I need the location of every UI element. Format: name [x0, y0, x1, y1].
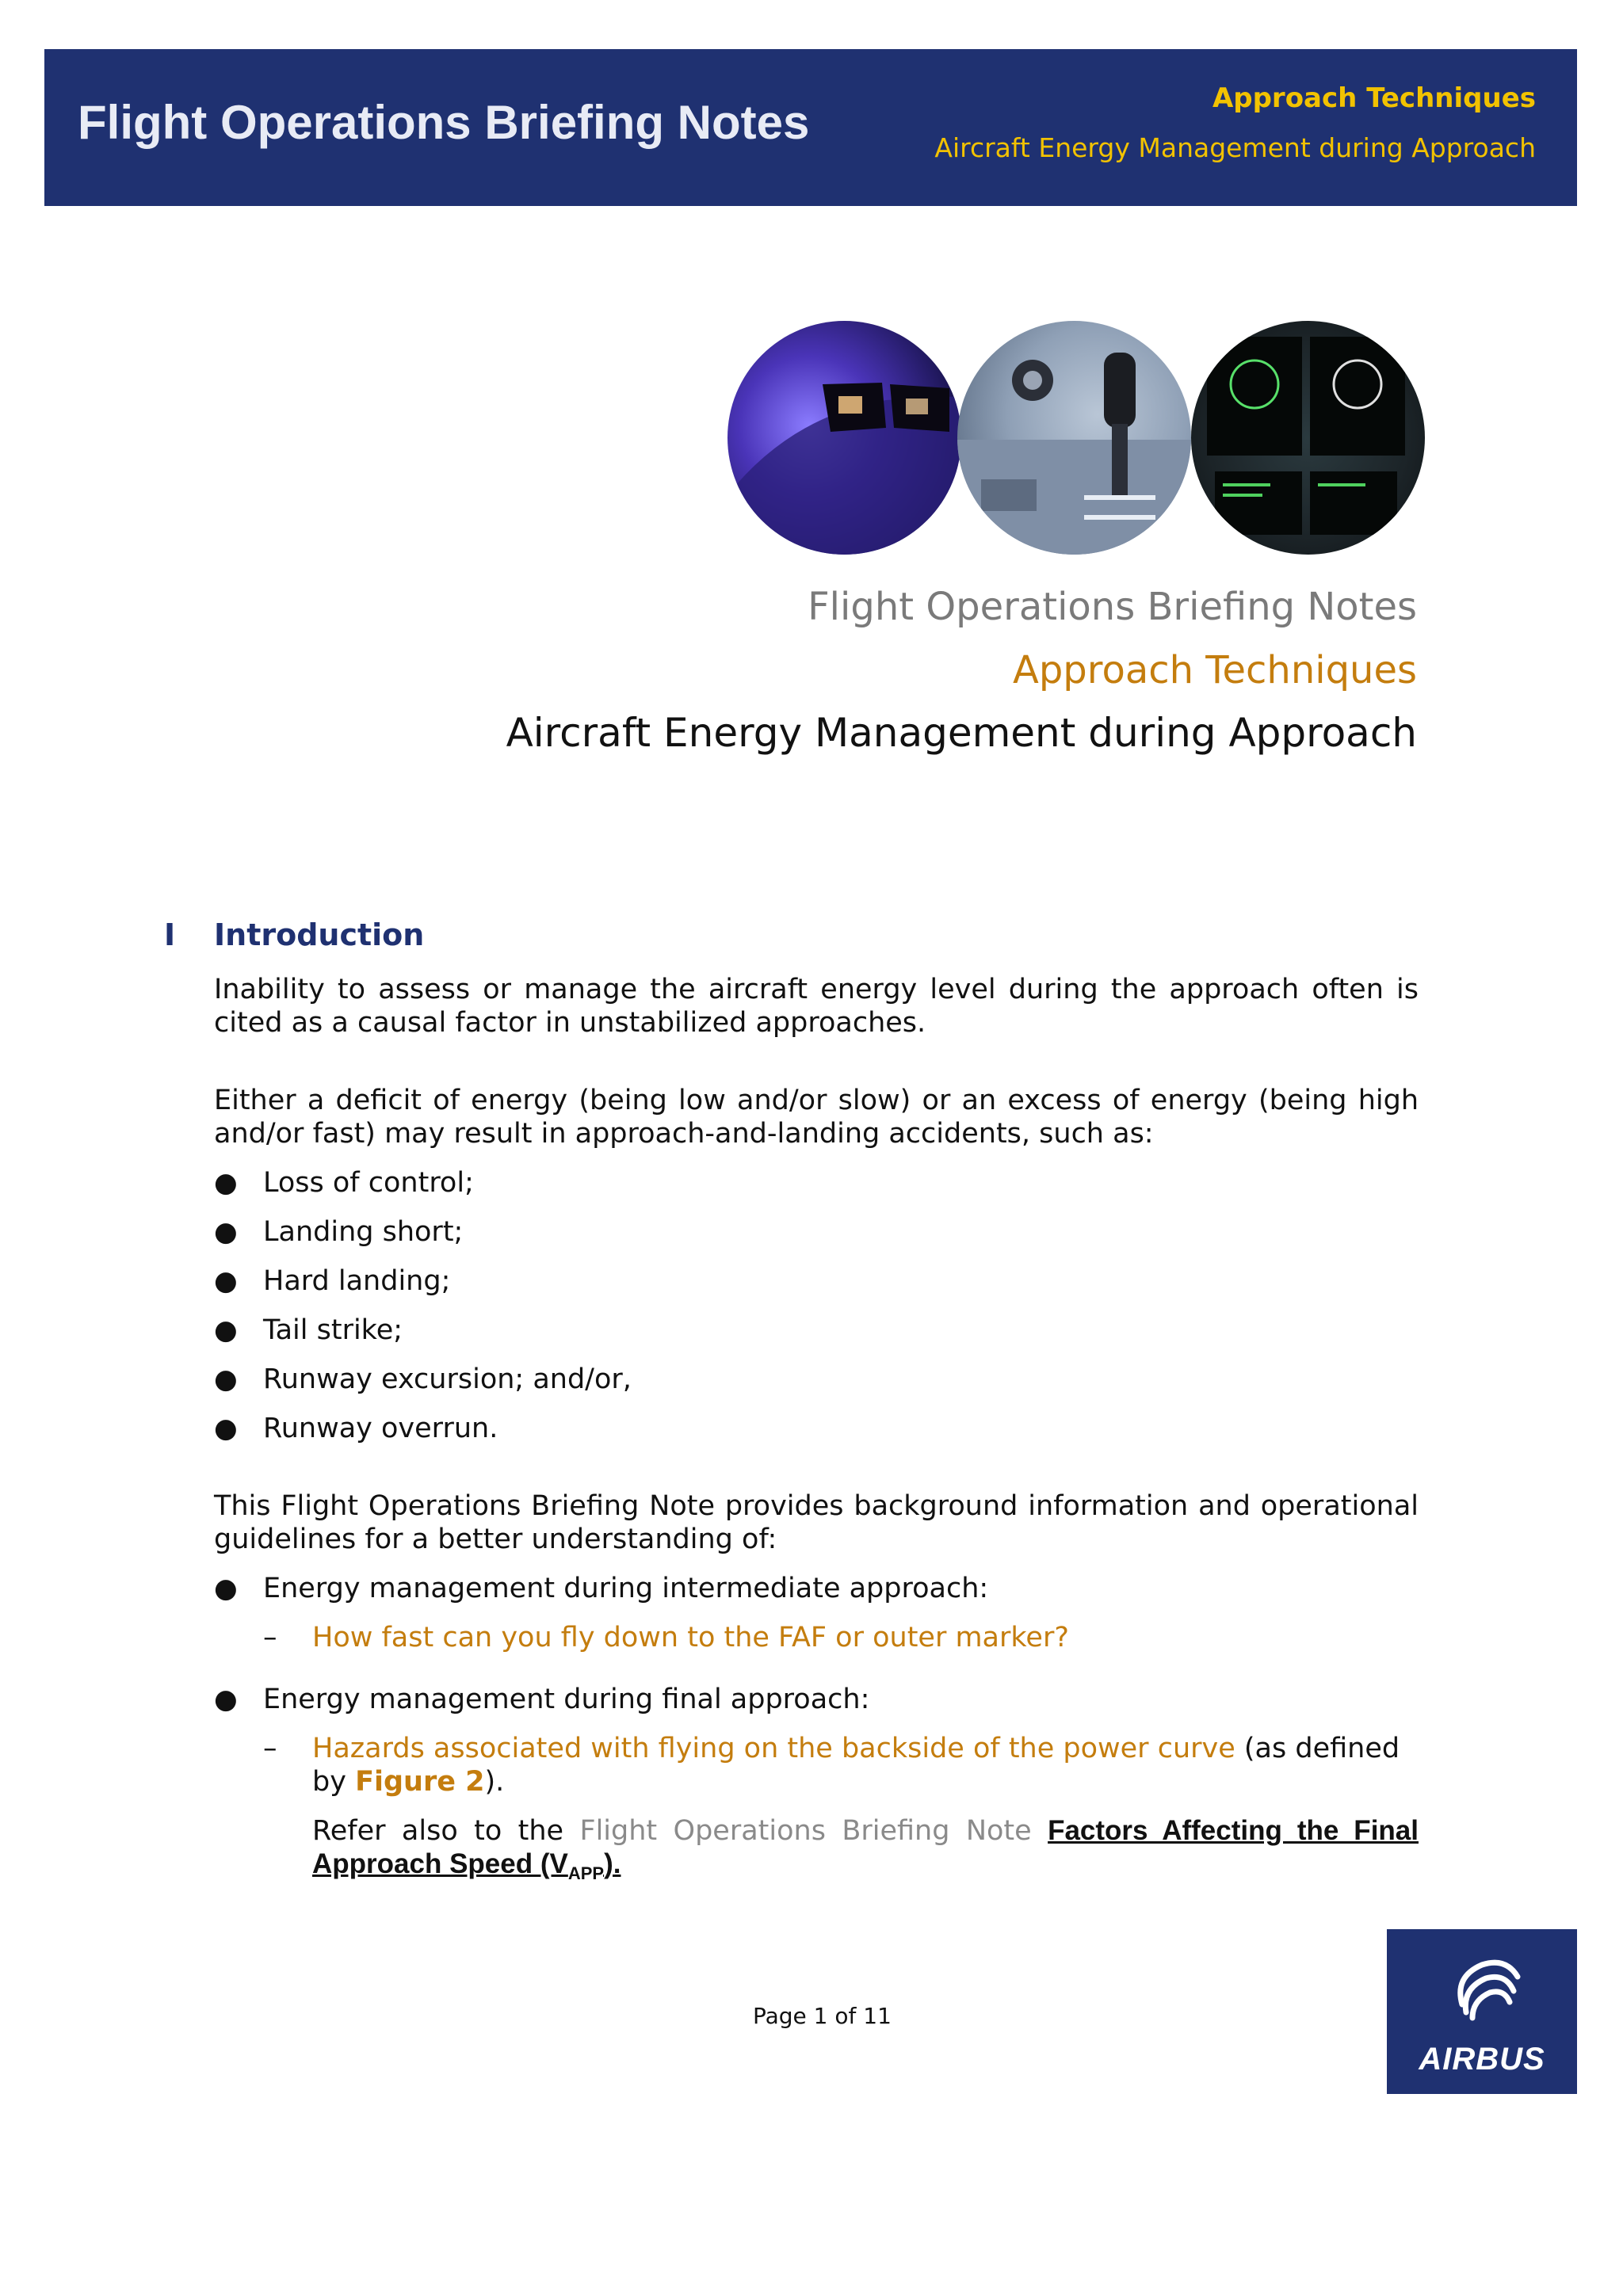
header-subject: Aircraft Energy Management during Approach — [934, 132, 1536, 163]
dash-icon: – — [263, 1622, 277, 1653]
logo-text: AIRBUS — [1419, 2042, 1545, 2077]
topic-final-approach: ● Energy management during final approach: – Hazards associated with flying on the backside of the power curve (as defined by Figure 2). Refer also to the Flight Operations Briefing Note Factors Affecting the Final Approach Speed $(V_{APP})$. — [214, 1683, 1419, 1890]
header-title: Flight Operations Briefing Notes — [78, 96, 810, 149]
doc-title-subject: Aircraft Energy Management during Approach — [506, 710, 1417, 756]
bullet-icon: ● — [214, 1573, 238, 1604]
bullet-icon: ● — [214, 1413, 238, 1444]
list-item: ● Loss of control; — [214, 1167, 474, 1199]
subtopic-backside-power-curve: – Hazards associated with flying on the backside of the power curve (as defined by Figure 2). Refer also to the Flight Operations Briefing Note Factors Affecting the Final Approach Speed $(V_{APP})$. — [263, 1732, 1419, 1890]
speed-brake-lever-photo — [957, 321, 1191, 555]
section-heading — [164, 917, 1419, 957]
paragraph-3: This Flight Operations Briefing Note provides background information and operational guidelines for a better understanding of: — [214, 1490, 1419, 1555]
list-item: ● Tail strike; — [214, 1314, 403, 1346]
topic-intermediate-approach: ● Energy management during intermediate approach: – How fast can you fly down to the FAF or outer marker? — [214, 1572, 1419, 1654]
doc-title-category: Approach Techniques — [1013, 648, 1417, 692]
page-number: Page 1 of 11 — [753, 2003, 892, 2029]
backside-power-curve-link[interactable]: Hazards associated with flying on the backside of the power curve — [312, 1733, 1235, 1764]
bullet-icon: ● — [214, 1363, 238, 1395]
header-banner — [44, 49, 1577, 206]
cockpit-exterior-photo — [727, 321, 961, 555]
document-title-block — [506, 585, 1417, 756]
bullet-icon: ● — [214, 1265, 238, 1297]
bullet-icon: ● — [214, 1167, 238, 1199]
refer-also-note: Refer also to the Flight Operations Briefing Note Factors Affecting the Final Approach Speed $(V_{APP})$. — [312, 1815, 1419, 1883]
dash-icon: – — [263, 1733, 277, 1764]
list-item: ● Landing short; — [214, 1216, 464, 1248]
list-item: ● Hard landing; — [214, 1265, 451, 1297]
subtopic-fly-down-link[interactable]: – How fast can you fly down to the FAF or outer marker? — [263, 1622, 1069, 1653]
accident-list — [214, 1166, 1419, 1445]
section-number: I — [164, 917, 176, 952]
section-body — [214, 973, 1419, 1890]
airbus-logo — [1387, 1929, 1577, 2094]
figure-2-link[interactable]: Figure 2 — [355, 1766, 485, 1798]
bullet-icon: ● — [214, 1684, 238, 1715]
airbus-swirl-icon — [1387, 1929, 1577, 2040]
list-item: ● Runway overrun. — [214, 1413, 498, 1444]
section-title: Introduction — [214, 917, 425, 952]
photo-strip — [727, 321, 1425, 555]
bullet-icon: ● — [214, 1314, 238, 1346]
paragraph-1: Inability to assess or manage the aircraft energy level during the approach often is cited as a causal factor in unstabilized approaches. — [214, 974, 1419, 1039]
list-item: ● Runway excursion; and/or, — [214, 1363, 632, 1395]
topic-list — [214, 1572, 1419, 1890]
doc-title-series: Flight Operations Briefing Notes — [808, 585, 1417, 629]
cockpit-display-photo — [1191, 321, 1425, 555]
bullet-icon: ● — [214, 1216, 238, 1248]
final-approach-speed-link[interactable]: Factors Affecting the Final Approach Speed $(V_{APP})$. — [312, 1815, 1419, 1883]
header-category: Approach Techniques — [1212, 82, 1536, 114]
paragraph-2: Either a deficit of energy (being low and/or slow) or an excess of energy (being high and/or fast) may result in approach-and-landing accidents, such as: — [214, 1085, 1419, 1150]
